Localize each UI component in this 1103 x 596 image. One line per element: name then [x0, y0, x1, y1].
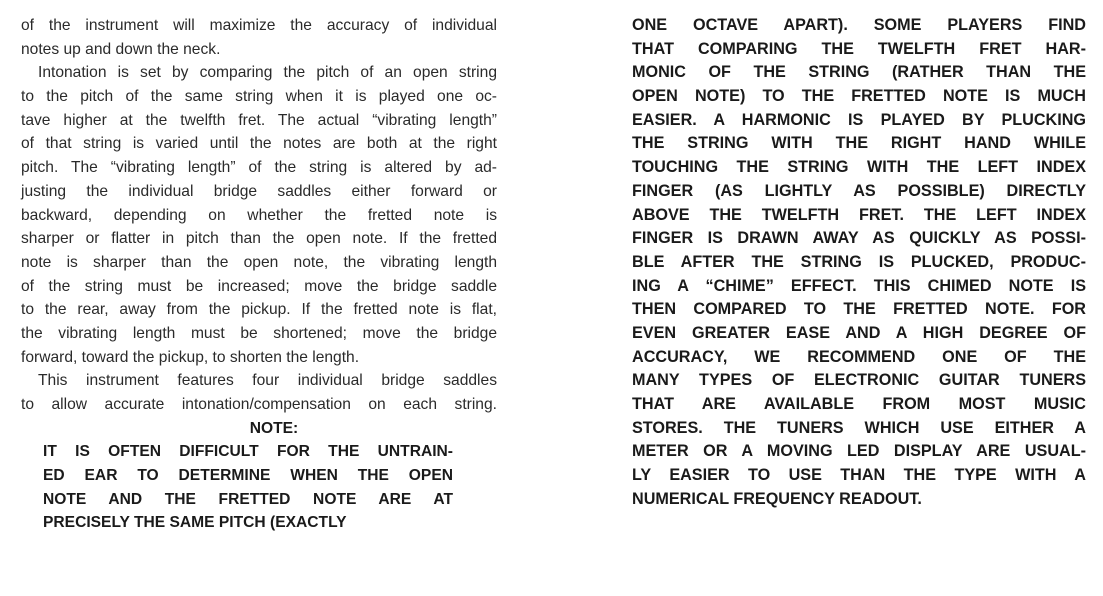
left-line-3: Intonation is set by comparing the pitch of an open string — [38, 64, 497, 82]
right-line-17: THAT ARE AVAILABLE FROM MOST MUSIC — [632, 395, 1086, 413]
left-column — [21, 14, 497, 535]
left-line-5: tave higher at the twelfth fret. The actual “vibrating length” — [21, 111, 497, 129]
left-line-2: notes up and down the neck. — [21, 40, 221, 58]
left-line-15: forward, toward the pickup, to shorten the length. — [21, 348, 360, 366]
right-line-5: EASIER. A HARMONIC IS PLAYED BY PLUCKING — [632, 110, 1086, 129]
right-line-1: ONE OCTAVE APART). SOME PLAYERS FIND — [632, 16, 1086, 34]
note-line-3: NOTE AND THE FRETTED NOTE ARE AT — [43, 490, 453, 508]
right-column — [632, 14, 1086, 511]
right-line-21: NUMERICAL FREQUENCY READOUT. — [632, 489, 922, 508]
left-line-12: of the string must be increased; move the bridge saddle — [21, 277, 497, 295]
left-line-17: to allow accurate intonation/compensation on each string. — [21, 396, 497, 413]
right-line-15: ACCURACY, WE RECOMMEND ONE OF THE — [632, 347, 1086, 366]
right-line-2: THAT COMPARING THE TWELFTH FRET HAR- — [632, 39, 1086, 58]
right-line-9: ABOVE THE TWELFTH FRET. THE LEFT INDEX — [632, 205, 1086, 224]
left-line-9: backward, depending on whether the fretted note is — [21, 206, 497, 224]
right-line-12: ING A “CHIME” EFFECT. THIS CHIMED NOTE IS — [632, 276, 1086, 295]
right-line-8: FINGER (AS LIGHTLY AS POSSIBLE) DIRECTLY — [632, 181, 1086, 200]
right-line-19: METER OR A MOVING LED DISPLAY ARE USUAL- — [632, 442, 1086, 461]
right-line-6: THE STRING WITH THE RIGHT HAND WHILE — [632, 134, 1086, 153]
right-line-11: BLE AFTER THE STRING IS PLUCKED, PRODUC- — [632, 252, 1086, 271]
right-line-10: FINGER IS DRAWN AWAY AS QUICKLY AS POSSI- — [632, 229, 1086, 248]
left-line-4: to the pitch of the same string when it is played one oc- — [21, 88, 497, 106]
left-line-6: of that string is varied until the notes are both at the right — [21, 135, 497, 153]
note-line-4: PRECISELY THE SAME PITCH (EXACTLY — [43, 514, 347, 532]
right-line-13: THEN COMPARED TO THE FRETTED NOTE. FOR — [632, 300, 1086, 319]
right-line-18: STORES. THE TUNERS WHICH USE EITHER A — [632, 418, 1086, 437]
right-line-14: EVEN GREATER EASE AND A HIGH DEGREE OF — [632, 323, 1086, 342]
note-line-2: ED EAR TO DETERMINE WHEN THE OPEN — [43, 467, 453, 485]
right-line-4: OPEN NOTE) TO THE FRETTED NOTE IS MUCH — [632, 87, 1086, 106]
left-line-1: of the instrument will maximize the accuracy of individual — [21, 17, 497, 34]
left-line-16: This instrument features four individual bridge saddles — [38, 372, 497, 390]
left-line-11: note is sharper than the open note, the vibrating length — [21, 253, 497, 271]
left-line-14: the vibrating length must be shortened; move the bridge — [21, 324, 497, 342]
right-line-7: TOUCHING THE STRING WITH THE LEFT INDEX — [632, 158, 1086, 177]
right-line-16: MANY TYPES OF ELECTRONIC GUITAR TUNERS — [632, 371, 1086, 390]
right-line-3: MONIC OF THE STRING (RATHER THAN THE — [632, 63, 1086, 82]
left-line-10: sharper or flatter in pitch than the open note. If the fretted — [21, 230, 497, 248]
note-line-1: IT IS OFTEN DIFFICULT FOR THE UNTRAIN- — [43, 443, 453, 461]
left-line-13: to the rear, away from the pickup. If the fretted note is flat, — [21, 301, 497, 319]
left-line-7: pitch. The “vibrating length” of the string is altered by ad- — [21, 159, 497, 177]
left-line-8: justing the individual bridge saddles either forward or — [21, 182, 497, 200]
note-heading: NOTE: — [249, 419, 299, 437]
right-line-20: LY EASIER TO USE THAN THE TYPE WITH A — [632, 466, 1086, 485]
